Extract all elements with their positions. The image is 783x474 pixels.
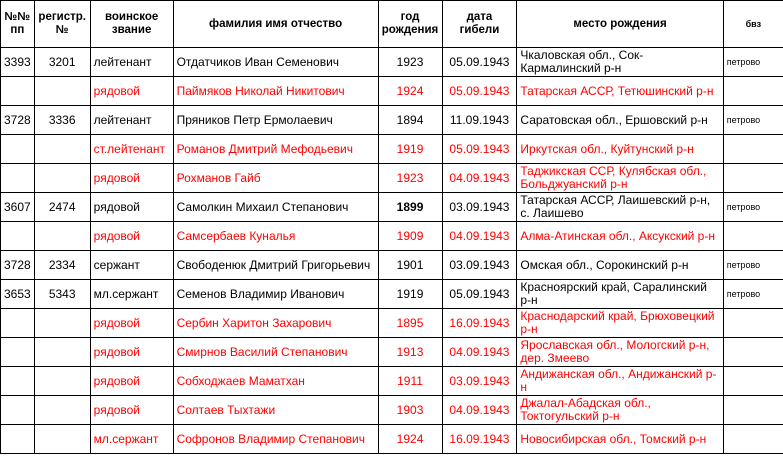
- cell-born: 1923: [378, 164, 442, 193]
- cell-bez: петрово: [723, 193, 783, 222]
- cell-rank: рядовой: [90, 367, 173, 396]
- cell-name: Семенов Владимир Иванович: [173, 280, 378, 309]
- cell-died: 16.09.1943: [442, 309, 517, 338]
- cell-died: 05.09.1943: [442, 48, 517, 77]
- cell-born: 1895: [378, 309, 442, 338]
- cell-reg: [34, 164, 90, 193]
- cell-place: Ярославская обл., Мологский р-н, дер. Змеево: [517, 338, 723, 367]
- cell-born: 1909: [378, 222, 442, 251]
- cell-rank: лейтенант: [90, 48, 173, 77]
- cell-num: [1, 77, 35, 106]
- cell-died: 03.09.1943: [442, 193, 517, 222]
- cell-bez: [723, 135, 783, 164]
- cell-name: Смирнов Василий Степанович: [173, 338, 378, 367]
- cell-reg: [34, 309, 90, 338]
- cell-born: 1913: [378, 338, 442, 367]
- cell-place: Омская обл., Сорокинский р-н: [517, 251, 723, 280]
- cell-name: Солтаев Тыхтажи: [173, 396, 378, 425]
- cell-reg: 3336: [34, 106, 90, 135]
- cell-born: 1919: [378, 135, 442, 164]
- cell-bez: петрово: [723, 48, 783, 77]
- cell-rank: рядовой: [90, 396, 173, 425]
- header-row: [1, 1, 783, 48]
- header-died: дата гибели: [442, 1, 517, 48]
- table-row: [1, 309, 783, 338]
- cell-reg: 2474: [34, 193, 90, 222]
- cell-rank: рядовой: [90, 193, 173, 222]
- header-rank: воинское звание: [90, 1, 173, 48]
- cell-num: 3728: [1, 251, 35, 280]
- cell-place: Таджикская ССР, Кулябская обл., Больджуанский р-н: [517, 164, 723, 193]
- cell-rank: ст.лейтенант: [90, 135, 173, 164]
- cell-bez: [723, 77, 783, 106]
- table-row: [1, 222, 783, 251]
- cell-died: 04.09.1943: [442, 222, 517, 251]
- header-name: фамилия имя отчество: [173, 1, 378, 48]
- cell-bez: [723, 425, 783, 454]
- table-row: [1, 425, 783, 454]
- cell-bez: петрово: [723, 280, 783, 309]
- cell-place: Джалал-Абадская обл., Токтогульский р-н: [517, 396, 723, 425]
- cell-rank: рядовой: [90, 338, 173, 367]
- table-row: [1, 338, 783, 367]
- cell-born: 1911: [378, 367, 442, 396]
- cell-name: Самолкин Михаил Степанович: [173, 193, 378, 222]
- cell-num: [1, 367, 35, 396]
- cell-name: Романов Дмитрий Мефодьевич: [173, 135, 378, 164]
- cell-died: 03.09.1943: [442, 251, 517, 280]
- cell-died: 05.09.1943: [442, 135, 517, 164]
- cell-born: 1924: [378, 77, 442, 106]
- cell-place: Новосибирская обл., Томский р-н: [517, 425, 723, 454]
- cell-bez: петрово: [723, 251, 783, 280]
- cell-num: 3607: [1, 193, 35, 222]
- cell-rank: рядовой: [90, 164, 173, 193]
- cell-place: Алма-Атинская обл., Аксукский р-н: [517, 222, 723, 251]
- table-row: [1, 77, 783, 106]
- cell-name: Сербин Харитон Захарович: [173, 309, 378, 338]
- cell-born: 1924: [378, 425, 442, 454]
- cell-num: [1, 338, 35, 367]
- header-num: №№ пп: [1, 1, 35, 48]
- cell-num: 3728: [1, 106, 35, 135]
- cell-place: Чкаловская обл., Сок-Кармалинский р-н: [517, 48, 723, 77]
- cell-reg: [34, 367, 90, 396]
- cell-died: 05.09.1943: [442, 77, 517, 106]
- cell-reg: [34, 77, 90, 106]
- header-bez: бвз: [723, 1, 783, 48]
- cell-bez: петрово: [723, 106, 783, 135]
- table-row: [1, 164, 783, 193]
- table-row: [1, 367, 783, 396]
- cell-bez: [723, 164, 783, 193]
- cell-reg: 5343: [34, 280, 90, 309]
- cell-rank: рядовой: [90, 77, 173, 106]
- cell-num: 3393: [1, 48, 35, 77]
- table-row: [1, 280, 783, 309]
- cell-rank: мл.сержант: [90, 425, 173, 454]
- table-row: [1, 396, 783, 425]
- cell-rank: рядовой: [90, 222, 173, 251]
- cell-rank: сержант: [90, 251, 173, 280]
- cell-reg: [34, 135, 90, 164]
- cell-died: 05.09.1943: [442, 280, 517, 309]
- header-place: место рождения: [517, 1, 723, 48]
- cell-num: [1, 222, 35, 251]
- cell-rank: рядовой: [90, 309, 173, 338]
- cell-name: Свободенюк Дмитрий Григорьевич: [173, 251, 378, 280]
- cell-num: [1, 135, 35, 164]
- table-row: [1, 193, 783, 222]
- cell-name: Отдатчиков Иван Семенович: [173, 48, 378, 77]
- cell-died: 16.09.1943: [442, 425, 517, 454]
- cell-name: Пряников Петр Ермолаевич: [173, 106, 378, 135]
- cell-born: 1903: [378, 396, 442, 425]
- cell-died: 04.09.1943: [442, 338, 517, 367]
- cell-name: Паймяков Николай Никитович: [173, 77, 378, 106]
- cell-place: Иркутская обл., Куйтунский р-н: [517, 135, 723, 164]
- cell-died: 03.09.1943: [442, 367, 517, 396]
- cell-name: Софронов Владимир Степанович: [173, 425, 378, 454]
- cell-died: 11.09.1943: [442, 106, 517, 135]
- cell-num: [1, 164, 35, 193]
- cell-bez: [723, 222, 783, 251]
- cell-place: Татарская АССР, Лаишевский р-н, с. Лаишево: [517, 193, 723, 222]
- table-row: [1, 48, 783, 77]
- cell-num: 3653: [1, 280, 35, 309]
- cell-bez: [723, 396, 783, 425]
- cell-reg: [34, 338, 90, 367]
- cell-place: Андижанская обл., Андижанский р-н: [517, 367, 723, 396]
- cell-reg: [34, 396, 90, 425]
- header-born: год рождения: [378, 1, 442, 48]
- cell-name: Самсербаев Куналья: [173, 222, 378, 251]
- cell-rank: лейтенант: [90, 106, 173, 135]
- cell-num: [1, 309, 35, 338]
- cell-place: Татарская АССР, Тетюшинский р-н: [517, 77, 723, 106]
- cell-died: 04.09.1943: [442, 164, 517, 193]
- table-row: [1, 135, 783, 164]
- cell-born: 1899: [378, 193, 442, 222]
- cell-reg: 3201: [34, 48, 90, 77]
- cell-place: Краснодарский край, Брюховецкий р-н: [517, 309, 723, 338]
- cell-bez: [723, 309, 783, 338]
- cell-bez: [723, 367, 783, 396]
- cell-died: 04.09.1943: [442, 396, 517, 425]
- cell-reg: 2334: [34, 251, 90, 280]
- cell-place: Красноярский край, Саралинский р-н: [517, 280, 723, 309]
- table-row: [1, 106, 783, 135]
- cell-born: 1901: [378, 251, 442, 280]
- cell-name: Собходжаев Маматхан: [173, 367, 378, 396]
- header-reg: регистр. №: [34, 1, 90, 48]
- cell-name: Рохманов Гайб: [173, 164, 378, 193]
- cell-rank: мл.сержант: [90, 280, 173, 309]
- cell-reg: [34, 425, 90, 454]
- cell-reg: [34, 222, 90, 251]
- cell-num: [1, 396, 35, 425]
- cell-bez: [723, 338, 783, 367]
- cell-num: [1, 425, 35, 454]
- cell-born: 1919: [378, 280, 442, 309]
- cell-place: Саратовская обл., Ершовский р-н: [517, 106, 723, 135]
- cell-born: 1923: [378, 48, 442, 77]
- table-row: [1, 251, 783, 280]
- cell-born: 1894: [378, 106, 442, 135]
